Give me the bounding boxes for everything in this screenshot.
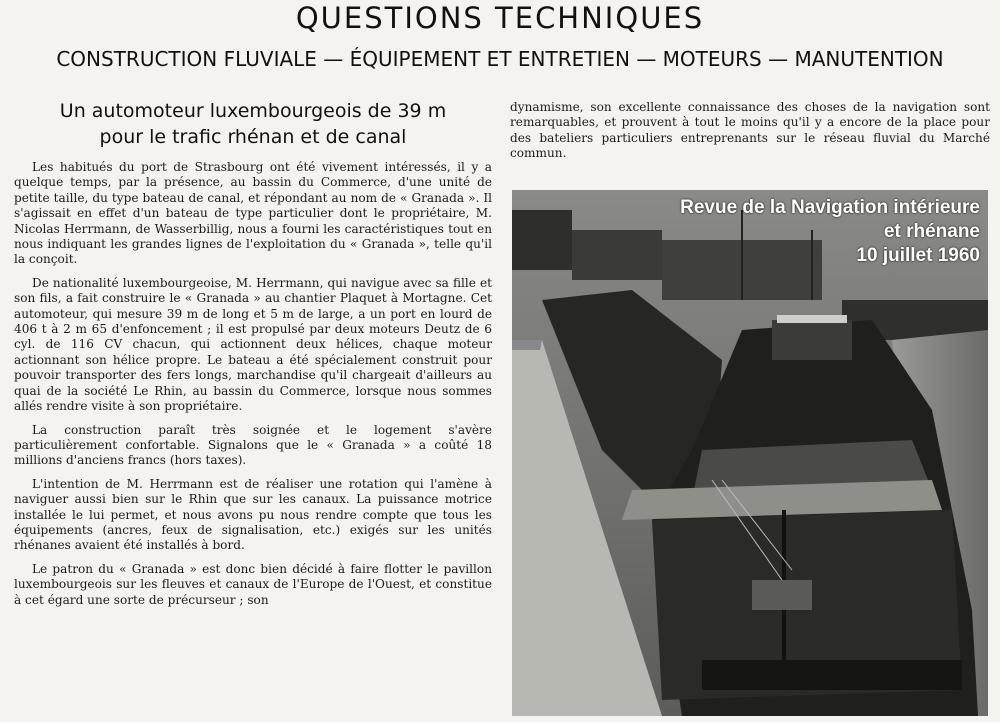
article-title-line-1: Un automoteur luxembourgeois de 39 m <box>59 100 447 122</box>
paragraph-5: Le patron du « Granada » est donc bien décidé à faire flotter le pavillon luxembourgeois sur les fleuves et canaux de l'Europe de l'Ouest, et constitue à cet égard une sorte de précurseur ; son <box>14 561 492 607</box>
paragraph-4: L'intention de M. Herrmann est de réaliser une rotation qui l'amène à naviguer aussi bien sur le Rhin que sur les canaux. La puissance motrice installée le lui permet, et nous avons pu nous rendre compte que tous les équipements (ancres, feux de signalisation, etc.) exigés sur les unités rhénanes avaient été installés à bord. <box>14 476 492 553</box>
section-subtitle: CONSTRUCTION FLUVIALE — ÉQUIPEMENT ET ENTRETIEN — MOTEURS — MANUTENTION <box>56 47 944 71</box>
photo-caption <box>560 196 980 268</box>
paragraph-2: De nationalité luxembourgeoise, M. Herrmann, qui navigue avec sa fille et son fils, a fait construire le « Granada » au chantier Plaquet à Mortagne. Cet automoteur, qui mesure 39 m de long et 5 m de large, a un port en lourd de 406 t à 2 m 65 d'enfoncement ; il est propulsé par deux moteurs Deutz de 6 cyl. de 116 CV chacun, qui actionnent deux hélices, chaque moteur actionnant son hélice propre. Le bateau a été spécialement construit pour pouvoir transporter des fers longs, marchandise qu'il chargeait d'ailleurs au quai de la société Le Rhin, au bassin du Commerce, lorsque nous sommes allés rendre visite à son propriétaire. <box>14 275 492 414</box>
caption-line-1: Revue de la Navigation intérieure <box>680 197 980 218</box>
barge-photo-illustration <box>512 190 988 716</box>
paragraph-3: La construction paraît très soignée et le logement s'avère particulièrement confortable. Signalons que le « Granada » a coûté 18 millions d'anciens francs (hors taxes). <box>14 422 492 468</box>
left-column <box>14 160 492 616</box>
article-title-line-2: pour le trafic rhénan et de canal <box>99 126 407 148</box>
barge-photo <box>512 190 988 716</box>
caption-line-2: et rhénane <box>883 221 980 242</box>
section-title: QUESTIONS TECHNIQUES <box>295 1 705 35</box>
paragraph-continued: dynamisme, son excellente connaissance des choses de la navigation sont remarquables, et prouvent à tout le moins qu'il y a encore de la place pour des bateliers particuliers entreprenants sur le réseau fluvial du Marché commun. <box>510 100 990 161</box>
caption-line-3: 10 juillet 1960 <box>856 245 980 266</box>
article-title <box>14 98 492 150</box>
paragraph-1: Les habitués du port de Strasbourg ont été vivement intéressés, il y a quelque temps, par la présence, au bassin du Commerce, d'une unité de petite taille, du type bateau de canal, et répondant au nom de « Granada ». Il s'agissait en effet d'un bateau de type particulier dont le propriétaire, M. Nicolas Herrmann, de Wasserbillig, nous a fourni les caractéristiques tout en nous indiquant les grandes lignes de l'exploitation du « Granada », telle qu'il la conçoit. <box>14 160 492 267</box>
right-column <box>510 100 990 170</box>
